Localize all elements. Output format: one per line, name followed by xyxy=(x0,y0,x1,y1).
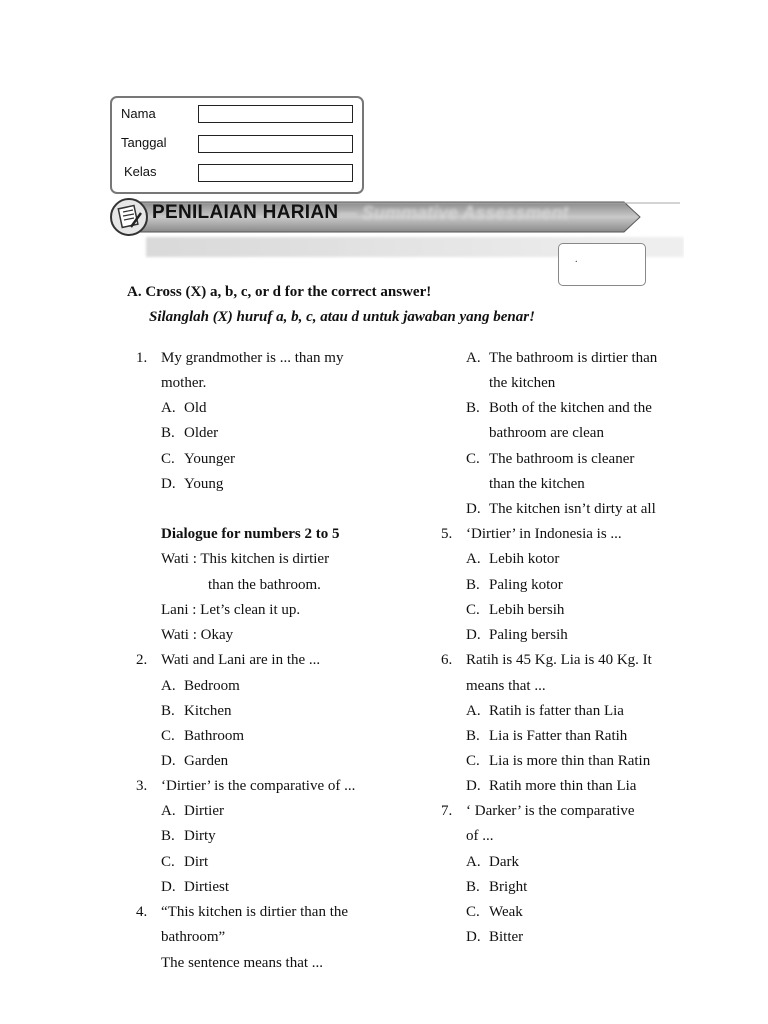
option-letter: D. xyxy=(466,501,481,517)
option-text: Garden xyxy=(184,753,229,769)
option-text: Dirty xyxy=(184,828,216,844)
option-letter: A. xyxy=(161,400,176,416)
option-text: the kitchen xyxy=(489,375,556,391)
tanggal-field[interactable] xyxy=(198,135,353,153)
nama-field[interactable] xyxy=(198,105,353,123)
score-mark: . xyxy=(575,254,578,265)
option-letter: D. xyxy=(466,778,481,794)
option-text: Young xyxy=(184,476,224,492)
option-text: Both of the kitchen and the xyxy=(489,400,652,416)
dialogue-line: than the bathroom. xyxy=(208,577,321,593)
dialogue-line: Wati : Okay xyxy=(161,627,234,643)
option-text: Paling bersih xyxy=(489,627,568,643)
option-letter: D. xyxy=(466,929,481,945)
kelas-label: Kelas xyxy=(124,164,157,179)
option-letter: B. xyxy=(466,879,480,895)
question-number: 5. xyxy=(441,526,453,542)
option-letter: C. xyxy=(466,451,480,467)
option-letter: B. xyxy=(466,577,480,593)
dialogue-heading: Dialogue for numbers 2 to 5 xyxy=(161,526,340,542)
question-text: Ratih is 45 Kg. Lia is 40 Kg. It xyxy=(466,652,652,668)
question-text: ‘Dirtier’ is the comparative of ... xyxy=(161,778,356,794)
question-number: 1. xyxy=(136,350,148,366)
question-number: 7. xyxy=(441,803,453,819)
question-text: means that ... xyxy=(466,678,546,694)
option-letter: C. xyxy=(161,451,175,467)
option-letter: D. xyxy=(466,627,481,643)
option-text: Dirt xyxy=(184,854,209,870)
option-text: Lebih kotor xyxy=(489,551,560,567)
option-letter: C. xyxy=(466,904,480,920)
option-text: Bitter xyxy=(489,929,524,945)
banner-title: PENILAIAN HARIAN xyxy=(152,202,339,223)
option-text: Lebih bersih xyxy=(489,602,565,618)
question-text: ‘ Darker’ is the comparative xyxy=(466,803,635,819)
question-text: The sentence means that ... xyxy=(161,955,324,971)
option-text: than the kitchen xyxy=(489,476,585,492)
option-text: Dirtiest xyxy=(184,879,229,895)
option-letter: B. xyxy=(466,728,480,744)
option-text: The bathroom is cleaner xyxy=(489,451,635,467)
question-number: 2. xyxy=(136,652,148,668)
option-text: Old xyxy=(184,400,207,416)
option-text: Dark xyxy=(489,854,519,870)
option-letter: B. xyxy=(161,703,175,719)
question-text: of ... xyxy=(466,828,494,844)
assessment-banner xyxy=(104,196,684,266)
instruction-indonesian: Silanglah (X) huruf a, b, c, atau d untuk jawaban yang benar! xyxy=(149,309,535,325)
option-text: bathroom are clean xyxy=(489,425,604,441)
option-letter: C. xyxy=(161,854,175,870)
option-text: The bathroom is dirtier than xyxy=(489,350,658,366)
option-letter: D. xyxy=(161,753,176,769)
option-letter: B. xyxy=(161,425,175,441)
option-letter: A. xyxy=(161,803,176,819)
option-text: Bedroom xyxy=(184,678,240,694)
option-letter: A. xyxy=(466,350,481,366)
banner-faded-text: — Summative Assessment xyxy=(339,203,569,223)
score-box[interactable] xyxy=(558,243,646,286)
option-text: Paling kotor xyxy=(489,577,563,593)
tanggal-label: Tanggal xyxy=(121,135,167,150)
option-text: Bright xyxy=(489,879,528,895)
dialogue-line: Lani : Let’s clean it up. xyxy=(161,602,301,618)
exam-paper-icon xyxy=(109,197,149,237)
instruction-english: A. Cross (X) a, b, c, or d for the correct answer! xyxy=(127,284,432,300)
option-letter: A. xyxy=(466,551,481,567)
kelas-field[interactable] xyxy=(198,164,353,182)
option-text: The kitchen isn’t dirty at all xyxy=(489,501,656,517)
option-text: Older xyxy=(184,425,219,441)
option-text: Lia is more thin than Ratin xyxy=(489,753,651,769)
question-text: mother. xyxy=(161,375,207,391)
question-text: My grandmother is ... than my xyxy=(161,350,344,366)
option-text: Younger xyxy=(184,451,235,467)
option-text: Kitchen xyxy=(184,703,232,719)
question-number: 6. xyxy=(441,652,453,668)
nama-label: Nama xyxy=(121,106,156,121)
question-text: ‘Dirtier’ in Indonesia is ... xyxy=(466,526,622,542)
option-text: Dirtier xyxy=(184,803,224,819)
kelas-row xyxy=(112,163,362,185)
option-text: Ratih more thin than Lia xyxy=(489,778,637,794)
option-letter: C. xyxy=(466,753,480,769)
option-letter: A. xyxy=(161,678,176,694)
question-text: Wati and Lani are in the ... xyxy=(161,652,321,668)
tanggal-row xyxy=(112,134,362,156)
option-letter: A. xyxy=(466,854,481,870)
option-letter: C. xyxy=(161,728,175,744)
question-text: bathroom” xyxy=(161,929,226,945)
question-number: 3. xyxy=(136,778,148,794)
question-number: 4. xyxy=(136,904,148,920)
option-letter: A. xyxy=(466,703,481,719)
option-text: Weak xyxy=(489,904,523,920)
student-identity-box xyxy=(110,96,364,194)
option-letter: C. xyxy=(466,602,480,618)
option-letter: D. xyxy=(161,879,176,895)
dialogue-line: Wati : This kitchen is dirtier xyxy=(161,551,330,567)
question-text: “This kitchen is dirtier than the xyxy=(161,904,349,920)
option-letter: B. xyxy=(466,400,480,416)
nama-row xyxy=(112,105,362,127)
option-text: Ratih is fatter than Lia xyxy=(489,703,624,719)
option-letter: B. xyxy=(161,828,175,844)
option-text: Bathroom xyxy=(184,728,244,744)
option-text: Lia is Fatter than Ratih xyxy=(489,728,628,744)
option-letter: D. xyxy=(161,476,176,492)
